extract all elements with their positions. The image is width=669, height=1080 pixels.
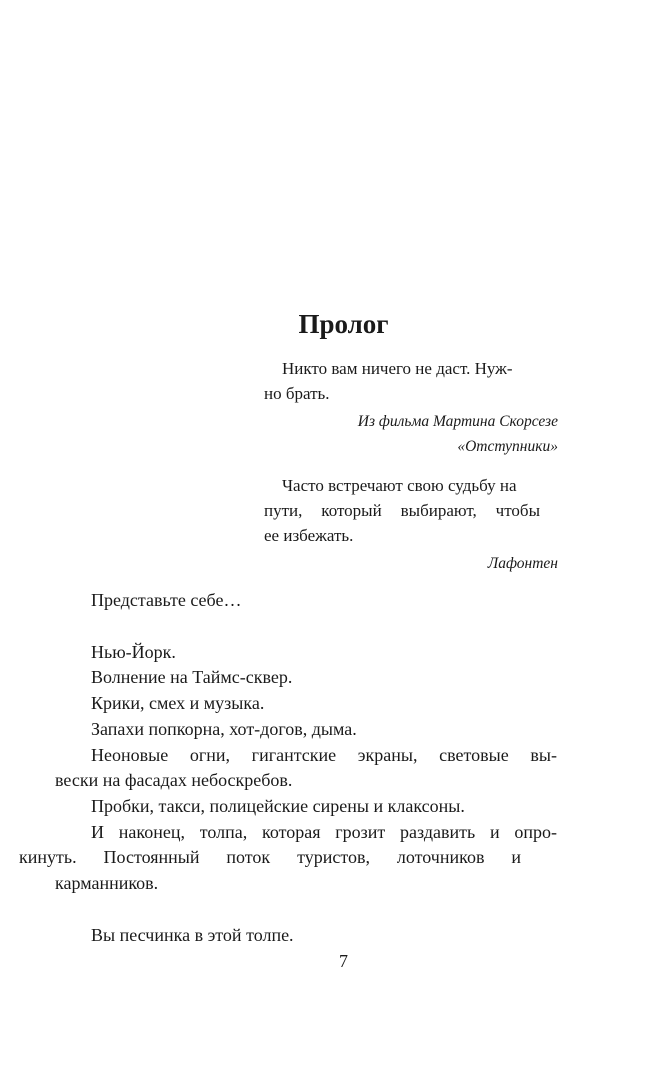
paragraph: Крики, смех и музыка. <box>91 693 265 714</box>
epigraph-text: Никто вам ничего не даст. Нуж- но брать. <box>264 359 513 403</box>
paragraph: Вы песчинка в этой толпе. <box>91 924 294 945</box>
paragraph-gap <box>55 614 557 640</box>
paragraph: Нью-Йорк. <box>91 641 176 662</box>
paragraph: Представьте себе… <box>91 590 242 610</box>
chapter-title: Пролог <box>298 309 389 339</box>
chapter-body <box>19 588 557 948</box>
epigraph-scorsese <box>264 356 558 459</box>
paragraph: Запахи попкорна, хот-догов, дыма. <box>91 718 357 739</box>
epigraph-text: Часто встречают свою судьбу на пути, который выбирают, чтобы ее избежать. <box>264 476 540 545</box>
epigraph-source: Из фильма Мартина Скорсезе «Отступники» <box>357 413 558 455</box>
paragraph: Волнение на Таймс-сквер. <box>91 667 293 688</box>
epigraph-lafontaine <box>264 473 558 576</box>
paragraph: Неоновые огни, гигантские экраны, световые вы- вески на фасадах небоскребов. <box>55 744 557 791</box>
paragraph: Пробки, такси, полицейские сирены и клаксоны. <box>91 795 465 816</box>
paragraph-gap <box>55 897 557 923</box>
page-number: 7 <box>339 951 348 971</box>
paragraph: И наконец, толпа, которая грозит раздавить и опро- кинуть. Постоянный поток туристов, лоточников и карманников. <box>19 821 557 894</box>
epigraph-source: Лафонтен <box>487 555 558 572</box>
